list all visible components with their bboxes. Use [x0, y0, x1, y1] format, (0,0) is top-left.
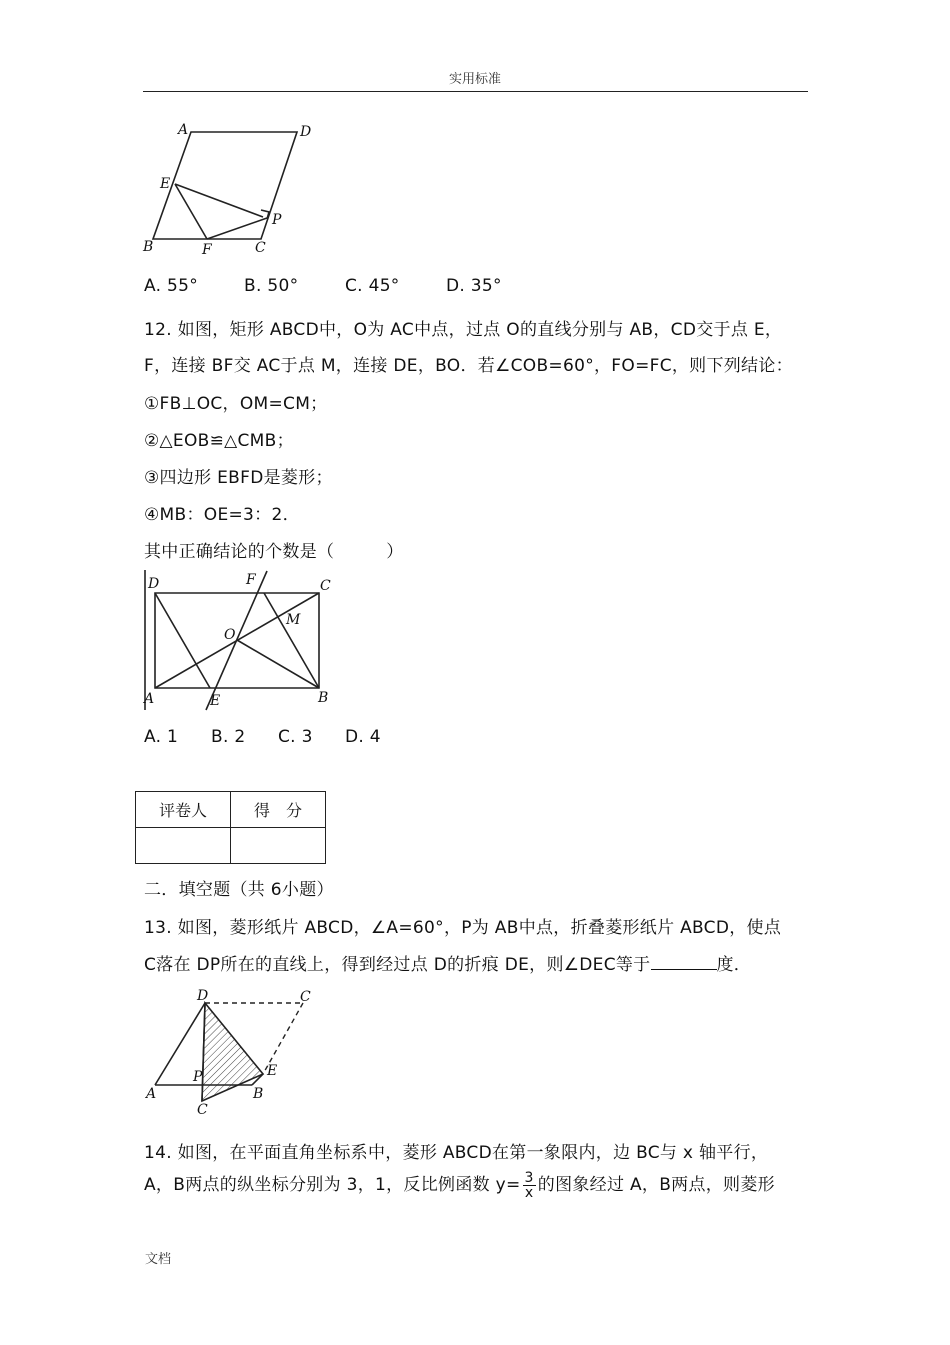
- q12-segment-bf: [264, 593, 319, 688]
- q13-label-c-top: C: [300, 989, 311, 1005]
- q11-segment-ep: [175, 184, 263, 217]
- q11-label-d: D: [300, 124, 312, 140]
- q14-line-2-text: A，B两点的纵坐标分别为 3，1，反比例函数 y=: [144, 1175, 521, 1195]
- q13-figure: [140, 985, 330, 1120]
- q12-segment-de: [155, 593, 210, 688]
- page-header: 实用标准: [448, 72, 501, 87]
- q12-figure: [140, 568, 340, 713]
- q12-conclusion-1: ①FB⊥OC，OM=CM；: [144, 394, 328, 414]
- q12-question: 其中正确结论的个数是（ ）: [144, 542, 404, 562]
- q12-option-d: D. 4: [345, 727, 381, 747]
- section-2-title: 二．填空题（共 6小题）: [144, 880, 334, 900]
- q12-option-b: B. 2: [211, 727, 246, 747]
- q11-segment-ef: [175, 184, 207, 239]
- q14-fraction-denominator: x: [524, 1184, 534, 1201]
- q14-fraction: [523, 1171, 536, 1200]
- q12-label-b: B: [318, 690, 329, 706]
- score-table-score-header: 得 分: [231, 792, 326, 828]
- q12-label-e: E: [210, 693, 221, 709]
- q12-line-ef: [206, 571, 267, 710]
- header-rule: [143, 91, 808, 92]
- q13-label-b: B: [253, 1086, 264, 1102]
- q12-label-c: C: [320, 578, 331, 594]
- page-footer: 文档: [145, 1252, 172, 1267]
- q11-label-b: B: [143, 239, 154, 255]
- score-table-score-cell[interactable]: [231, 828, 326, 864]
- q13-label-d: D: [197, 988, 209, 1004]
- score-table: [135, 791, 326, 864]
- q11-figure: [140, 118, 312, 258]
- q12-option-c: C. 3: [278, 727, 313, 747]
- q14-line-2-end: 的图象经过 A，B两点，则菱形: [537, 1175, 775, 1195]
- q12-conclusion-3: ③四边形 EBFD是菱形；: [144, 468, 333, 488]
- q11-label-e: E: [160, 176, 171, 192]
- q11-right-angle-mark: [261, 210, 269, 219]
- q12-option-a: A. 1: [144, 727, 179, 747]
- q13-line-2-end: 度．: [716, 955, 752, 975]
- q12-label-f: F: [246, 572, 256, 588]
- q14-fraction-numerator: 3: [524, 1169, 534, 1186]
- q11-segment-fp: [207, 218, 267, 239]
- q11-label-c: C: [255, 240, 266, 256]
- q13-line-2: [144, 950, 751, 975]
- q14-line-2: [144, 1170, 775, 1200]
- q13-label-e: E: [267, 1063, 278, 1079]
- q11-option-d: D. 35°: [446, 276, 502, 296]
- q12-conclusion-4: ④MB：OE=3：2．: [144, 505, 300, 525]
- q11-label-f: F: [202, 242, 212, 258]
- q12-line-1: 12. 如图，矩形 ABCD中，O为 AC中点，过点 O的直线分别与 AB，CD交于点 E，: [144, 320, 783, 340]
- q13-label-p: P: [193, 1069, 203, 1085]
- q11-label-a: A: [178, 122, 189, 138]
- q12-label-a: A: [144, 691, 155, 707]
- q13-line-2-text: C落在 DP所在的直线上，得到经过点 D的折痕 DE，则∠DEC等于: [144, 955, 651, 975]
- q11-option-a: A. 55°: [144, 276, 199, 296]
- q13-line-1: 13. 如图，菱形纸片 ABCD，∠A=60°，P为 AB中点，折叠菱形纸片 ABCD，使点: [144, 918, 782, 938]
- q11-option-c: C. 45°: [345, 276, 400, 296]
- q12-conclusion-2: ②△EOB≌△CMB；: [144, 431, 294, 451]
- q13-label-c-bottom: C: [197, 1102, 208, 1118]
- score-table-reviewer-cell[interactable]: [136, 828, 231, 864]
- q11-label-p: P: [272, 212, 282, 228]
- q12-line-2: F，连接 BF交 AC于点 M，连接 DE，BO．若∠COB=60°，FO=FC，则下列结论：: [144, 356, 793, 376]
- q12-label-o: O: [224, 627, 236, 643]
- q12-label-d: D: [148, 576, 160, 592]
- q13-answer-blank[interactable]: [651, 951, 717, 970]
- score-table-reviewer-header: 评卷人: [136, 792, 231, 828]
- q14-line-1: 14. 如图，在平面直角坐标系中，菱形 ABCD在第一象限内，边 BC与 x 轴平行，: [144, 1143, 769, 1163]
- q11-option-b: B. 50°: [244, 276, 299, 296]
- q12-label-m: M: [286, 612, 301, 628]
- q13-label-a: A: [146, 1086, 157, 1102]
- q12-segment-ob: [237, 640, 319, 688]
